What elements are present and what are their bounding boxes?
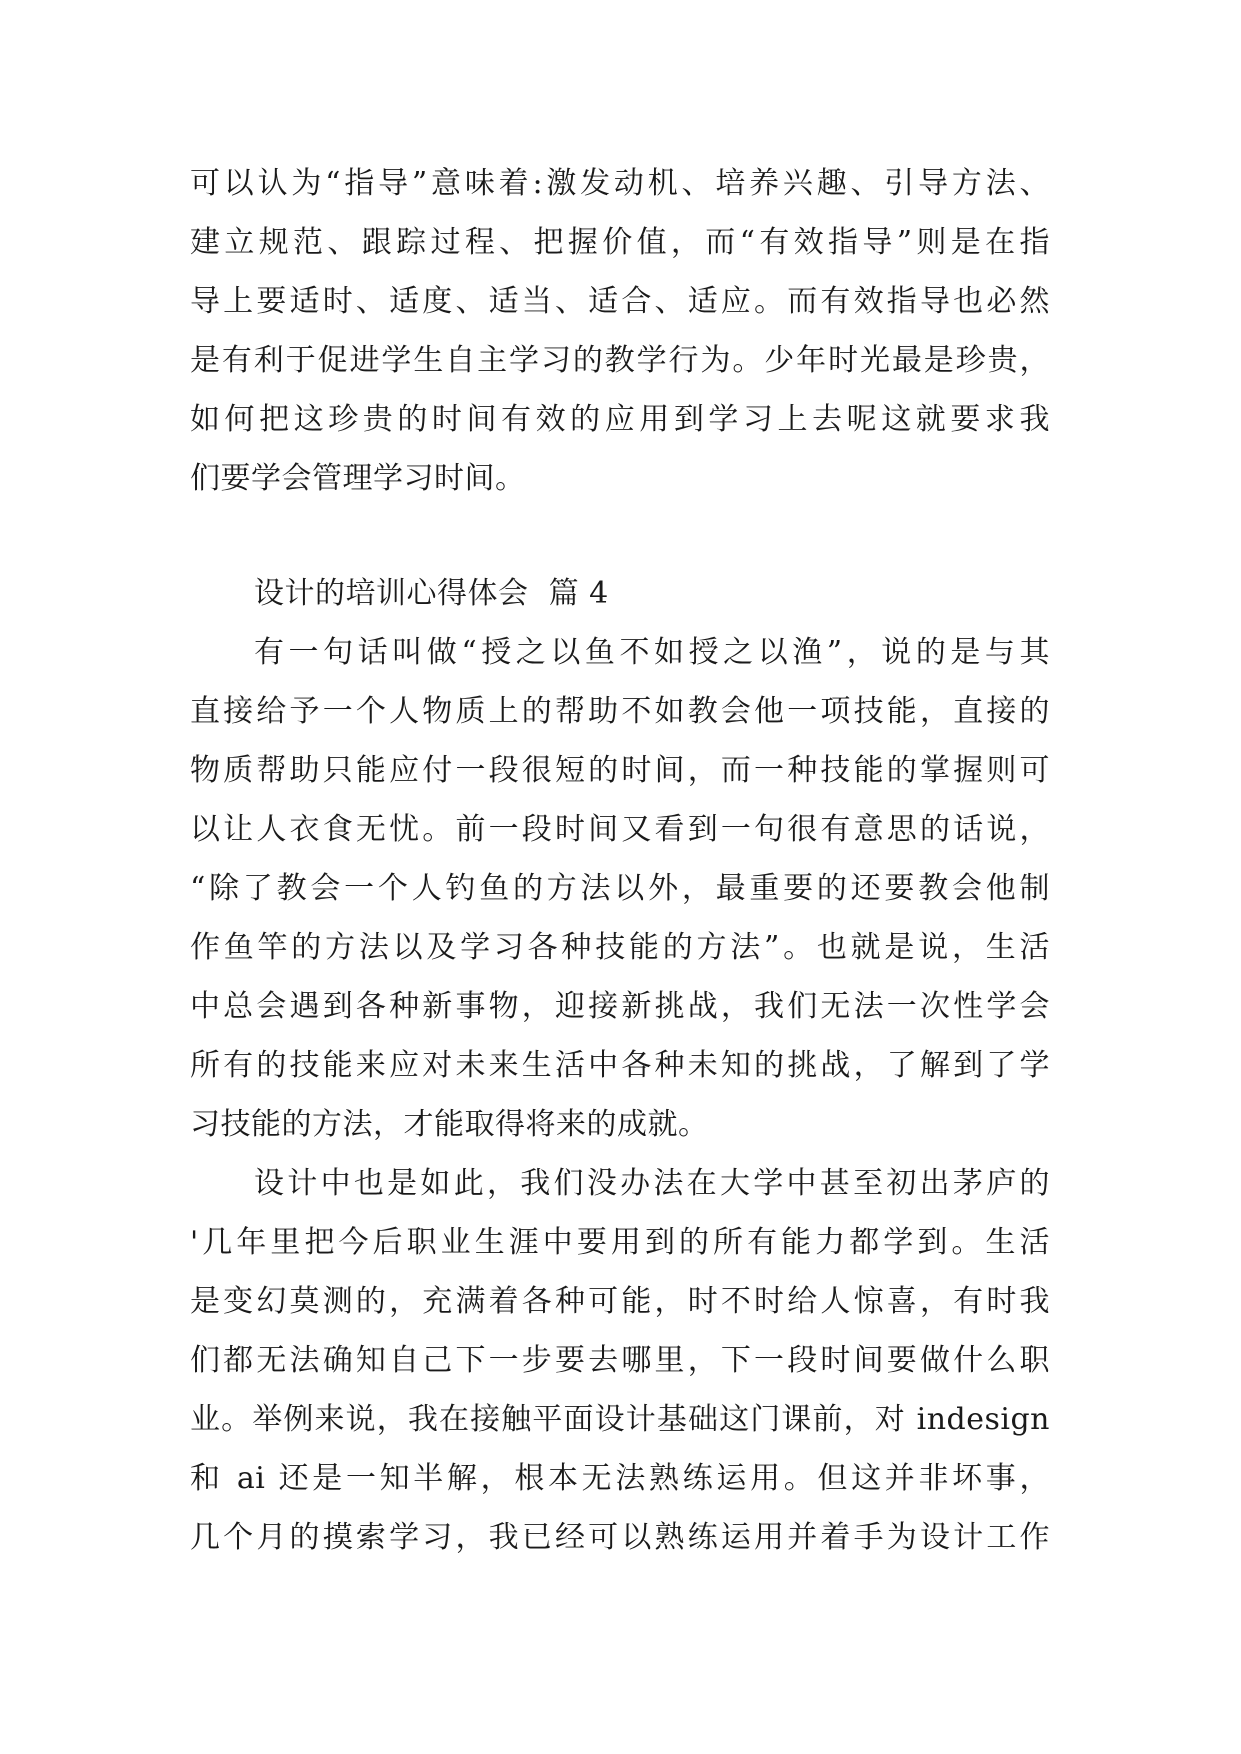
text-line: 几个月的摸索学习，我已经可以熟练运用并着手为设计工作 xyxy=(190,1520,1050,1555)
text-line: 作鱼竿的方法以及学习各种技能的方法”。也就是说，生活 xyxy=(190,930,1050,965)
text-line: 建立规范、跟踪过程、把握价值，而“有效指导”则是在指 xyxy=(190,225,1050,260)
text-line: “除了教会一个人钓鱼的方法以外，最重要的还要教会他制 xyxy=(190,871,1050,906)
section-article-4 xyxy=(190,564,1050,1567)
text-line: 们要学会管理学习时间。 xyxy=(190,461,526,496)
text-line: 可以认为“指导”意味着:激发动机、培养兴趣、引导方法、 xyxy=(190,166,1050,201)
text-line: 是有利于促进学生自主学习的教学行为。少年时光最是珍贵， xyxy=(190,343,1050,378)
text-line: 直接给予一个人物质上的帮助不如教会他一项技能，直接的 xyxy=(190,694,1050,729)
text-line: 所有的技能来应对未来生活中各种未知的挑战，了解到了学 xyxy=(190,1048,1050,1083)
paragraph-management-of-time xyxy=(190,154,1050,508)
text-line: 物质帮助只能应付一段很短的时间，而一种技能的掌握则可 xyxy=(190,753,1050,788)
text-line: 业。举例来说，我在接触平面设计基础这门课前，对 indesign xyxy=(190,1402,1050,1437)
section-heading: 设计的培训心得体会 篇 4 xyxy=(254,576,609,611)
text-line: '几年里把今后职业生涯中要用到的所有能力都学到。生活 xyxy=(190,1225,1050,1260)
text-line: 导上要适时、适度、适当、适合、适应。而有效指导也必然 xyxy=(190,284,1050,319)
text-line: 是变幻莫测的，充满着各种可能，时不时给人惊喜，有时我 xyxy=(190,1284,1050,1319)
text-line: 设计中也是如此，我们没办法在大学中甚至初出茅庐的 xyxy=(254,1166,1050,1201)
text-line: 有一句话叫做“授之以鱼不如授之以渔”，说的是与其 xyxy=(254,635,1050,670)
text-line: 如何把这珍贵的时间有效的应用到学习上去呢这就要求我 xyxy=(190,402,1050,437)
text-line: 以让人衣食无忧。前一段时间又看到一句很有意思的话说， xyxy=(190,812,1050,847)
text-line: 们都无法确知自己下一步要去哪里，下一段时间要做什么职 xyxy=(190,1343,1050,1378)
text-line: 中总会遇到各种新事物，迎接新挑战，我们无法一次性学会 xyxy=(190,989,1050,1024)
text-line: 和 ai 还是一知半解，根本无法熟练运用。但这并非坏事， xyxy=(190,1461,1050,1496)
text-line: 习技能的方法，才能取得将来的成就。 xyxy=(190,1107,709,1142)
